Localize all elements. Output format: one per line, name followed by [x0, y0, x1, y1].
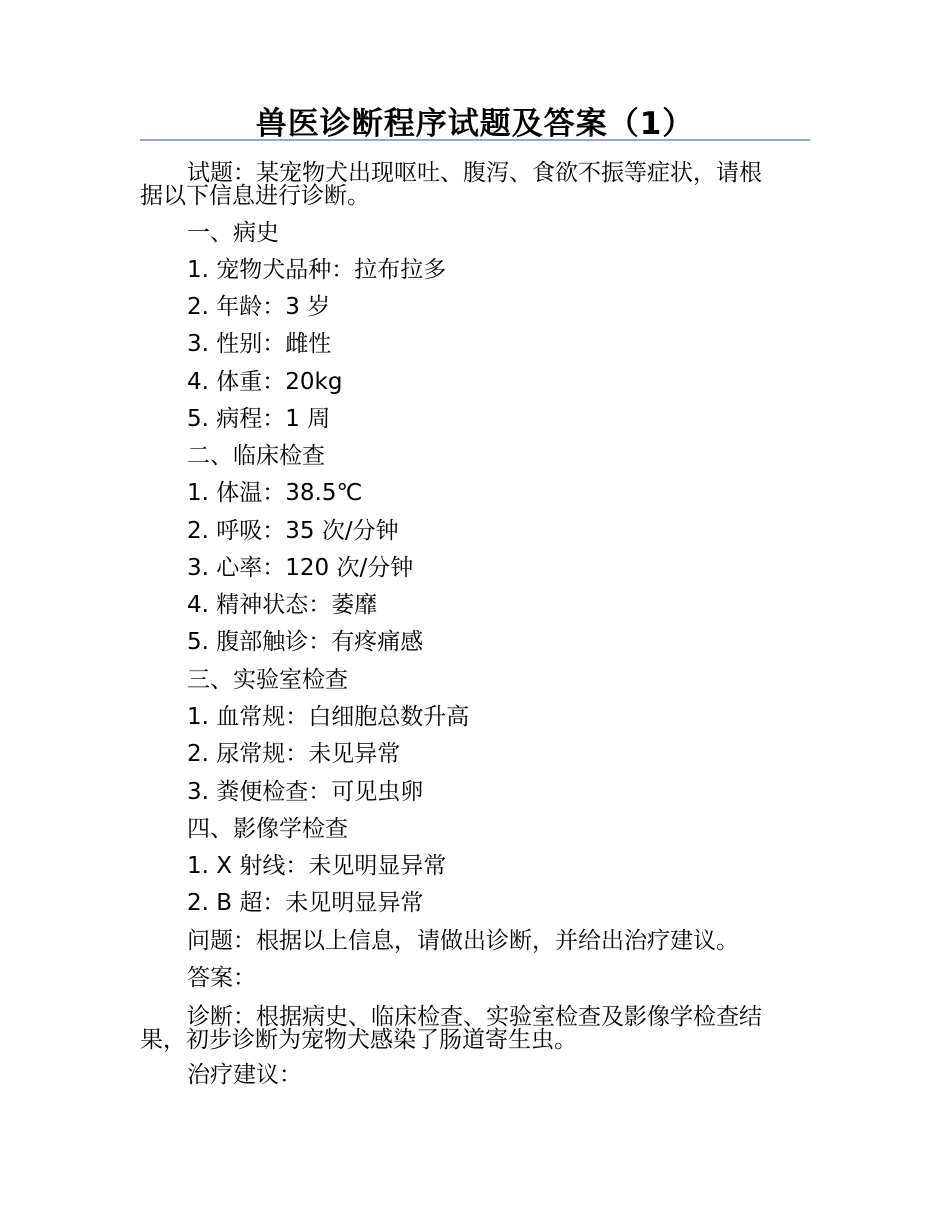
- lab-item-urine: 2. 尿常规：未见异常: [187, 741, 401, 767]
- treatment-heading: 治疗建议：: [187, 1062, 302, 1088]
- section-heading-imaging: 四、影像学检查: [187, 816, 348, 842]
- clinical-item-mental-state: 4. 精神状态：萎靡: [187, 592, 378, 618]
- diagnosis-line-1: 诊断：根据病史、临床检查、实验室检查及影像学检查结: [187, 1004, 762, 1030]
- intro-line-1: 试题：某宠物犬出现呕吐、腹泻、食欲不振等症状，请根: [187, 160, 762, 186]
- history-item-breed: 1. 宠物犬品种：拉布拉多: [187, 257, 447, 283]
- intro-paragraph: [140, 162, 810, 208]
- lab-item-blood: 1. 血常规：白细胞总数升高: [187, 704, 470, 730]
- title-underline: [140, 139, 810, 141]
- document-title: 兽医诊断程序试题及答案（1）: [255, 106, 695, 142]
- lab-item-feces: 3. 粪便检查：可见虫卵: [187, 779, 424, 805]
- imaging-item-ultrasound: 2. B 超：未见明显异常: [187, 890, 424, 916]
- section-heading-history: 一、病史: [187, 220, 279, 246]
- history-item-sex: 3. 性别：雌性: [187, 331, 332, 357]
- imaging-item-xray: 1. X 射线：未见明显异常: [187, 853, 447, 879]
- answer-heading: 答案：: [187, 965, 256, 991]
- history-item-course: 5. 病程：1 周: [187, 406, 331, 432]
- clinical-item-temperature: 1. 体温：38.5℃: [187, 480, 363, 506]
- diagnosis-line-2: 果，初步诊断为宠物犬感染了肠道寄生虫。: [140, 1027, 577, 1053]
- clinical-item-palpation: 5. 腹部触诊：有疼痛感: [187, 629, 424, 655]
- history-item-weight: 4. 体重：20kg: [187, 369, 343, 395]
- section-heading-clinical: 二、临床检查: [187, 443, 325, 469]
- clinical-item-respiration: 2. 呼吸：35 次/分钟: [187, 518, 399, 544]
- intro-line-2: 据以下信息进行诊断。: [140, 183, 370, 209]
- section-heading-lab: 三、实验室检查: [187, 667, 348, 693]
- history-item-age: 2. 年龄：3 岁: [187, 294, 331, 320]
- clinical-item-heart-rate: 3. 心率：120 次/分钟: [187, 555, 414, 581]
- question-text: 问题：根据以上信息，请做出诊断，并给出治疗建议。: [187, 928, 739, 954]
- diagnosis-paragraph: [140, 1006, 810, 1052]
